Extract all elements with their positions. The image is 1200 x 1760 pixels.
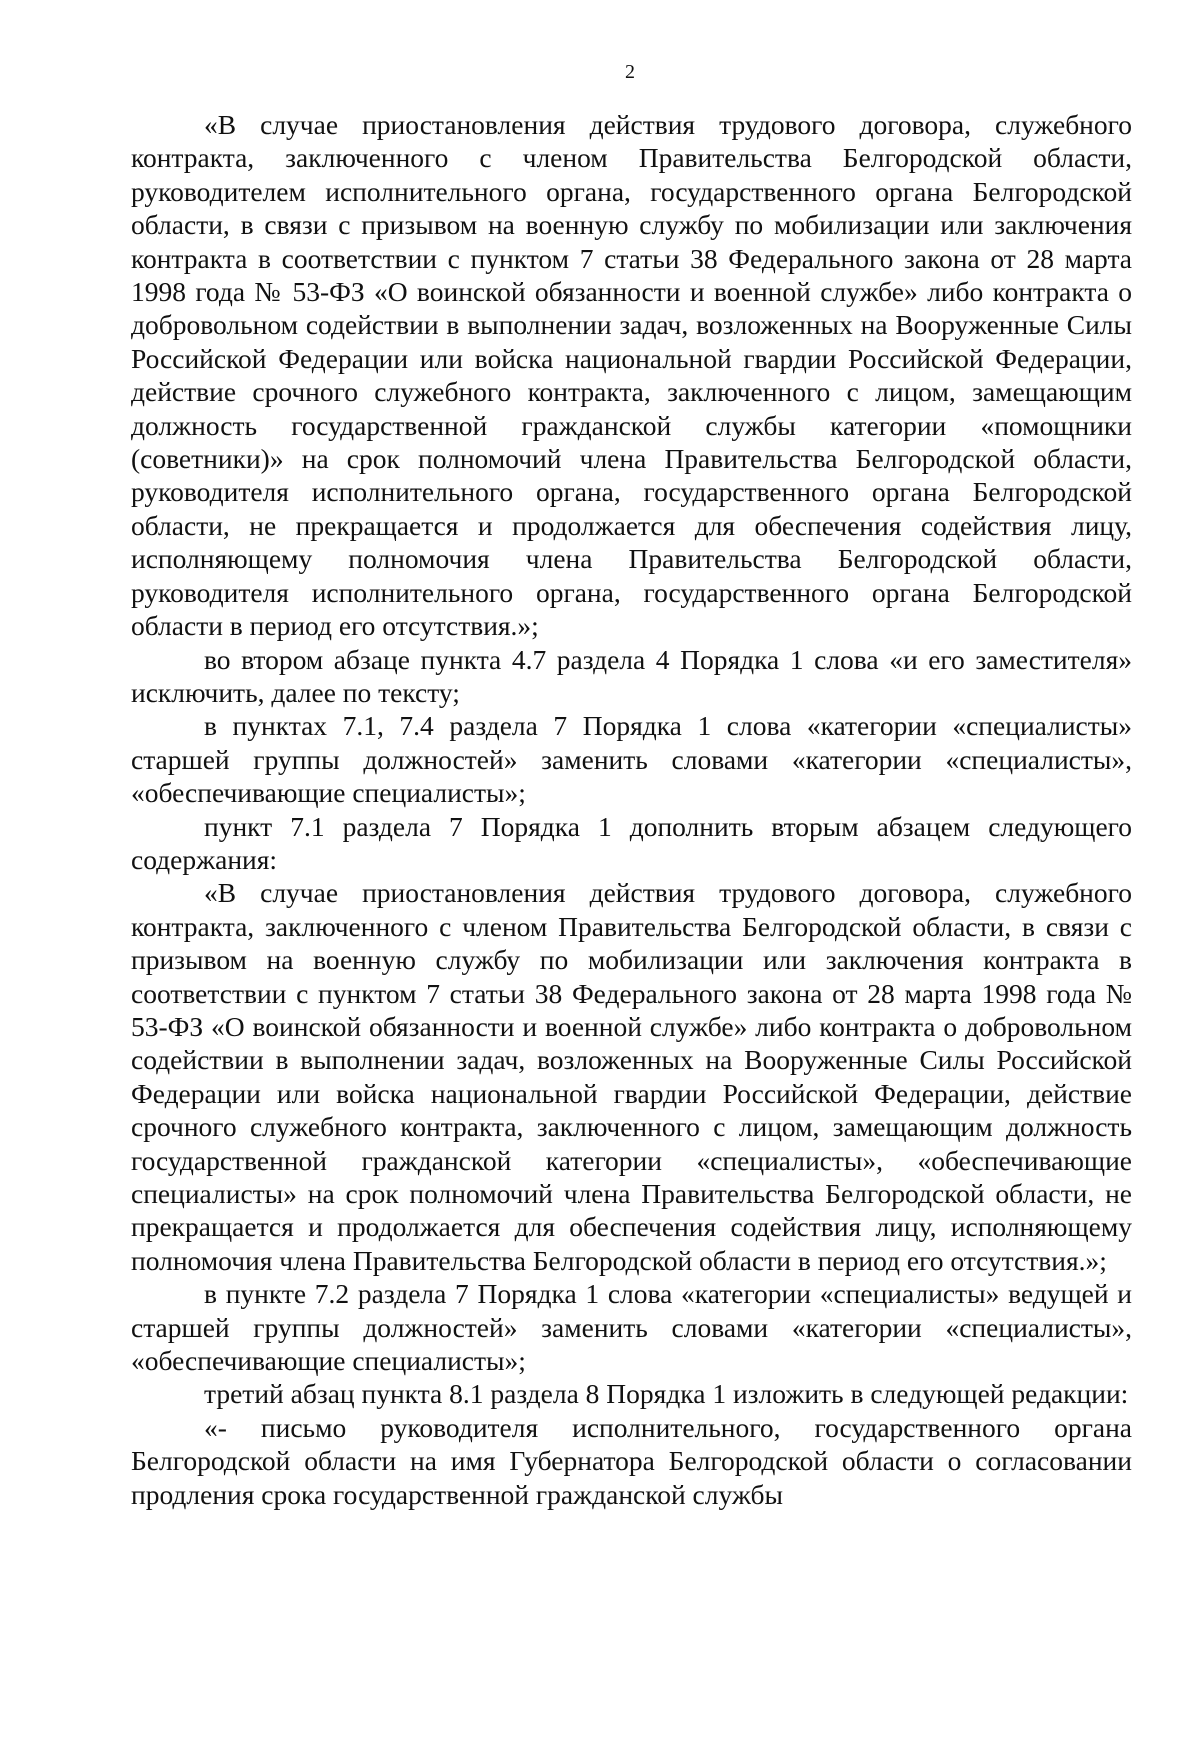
paragraph-letter-governor: «- письмо руководителя исполнительного, государственного органа Белгородской области на имя Губернатора Белгородской области о согласовании продления срока государственной гражданской службы (131, 1411, 1132, 1510)
paragraph-item-8-1: третий абзац пункта 8.1 раздела 8 Порядка 1 изложить в следующей редакции: (204, 1378, 1129, 1410)
paragraph-suspension-government-members: «В случае приостановления действия трудового договора, служебного контракта, заключенного с членом Правительства Белгородской области, руководителем исполнительного органа, государственного органа Белгородской области, в связи с призывом на военную службу по мобилизации или заключения контракта в соответствии с пунктом 7 статьи 38 Федерального закона от 28 марта 1998 года № 53-ФЗ «О воинской обязанности и военной службе» либо контракта о добровольном содействии в выполнении задач, возложенных на Вооруженные Силы Российской Федерации или войска национальной гвардии Российской Федерации, действие срочного служебного контракта, заключенного с лицом, замещающим должность государственной гражданской службы категории «помощники (советники)» на срок полномочий члена Правительства Белгородской области, руководителя исполнительного органа, государственного органа Белгородской области, не прекращается и продолжается для обеспечения содействия лицу, исполняющему полномочия члена Правительства Белгородской области, руководителя исполнительного органа, государственного органа Белгородской области в период его отсутствия.»; (131, 109, 1132, 642)
page-number: 2 (625, 61, 635, 83)
paragraph-items-7-1-7-4: в пунктах 7.1, 7.4 раздела 7 Порядка 1 слова «категории «специалисты» старшей группы должностей» заменить словами «категории «специалисты», «обеспечивающие специалисты»; (131, 710, 1132, 809)
paragraph-item-4-7: во втором абзаце пункта 4.7 раздела 4 Порядка 1 слова «и его заместителя» исключить, далее по тексту; (131, 643, 1132, 708)
document-body (131, 108, 1132, 1511)
paragraph-item-7-1-addition: пункт 7.1 раздела 7 Порядка 1 дополнить вторым абзацем следующего содержания: (131, 810, 1132, 875)
paragraph-suspension-specialists: «В случае приостановления действия трудового договора, служебного контракта, заключенного с членом Правительства Белгородской области, в связи с призывом на военную службу по мобилизации или заключения контракта в соответствии с пунктом 7 статьи 38 Федерального закона от 28 марта 1998 года № 53-ФЗ «О воинской обязанности и военной службе» либо контракта о добровольном содействии в выполнении задач, возложенных на Вооруженные Силы Российской Федерации или войска национальной гвардии Российской Федерации, действие срочного служебного контракта, заключенного с лицом, замещающим должность государственной гражданской категории «специалисты», «обеспечивающие специалисты» на срок полномочий члена Правительства Белгородской области, не прекращается и продолжается для обеспечения содействия лицу, исполняющему полномочия члена Правительства Белгородской области в период его отсутствия.»; (131, 877, 1132, 1276)
paragraph-item-7-2: в пункте 7.2 раздела 7 Порядка 1 слова «категории «специалисты» ведущей и старшей группы должностей» заменить словами «категории «специалисты», «обеспечивающие специалисты»; (131, 1278, 1132, 1377)
